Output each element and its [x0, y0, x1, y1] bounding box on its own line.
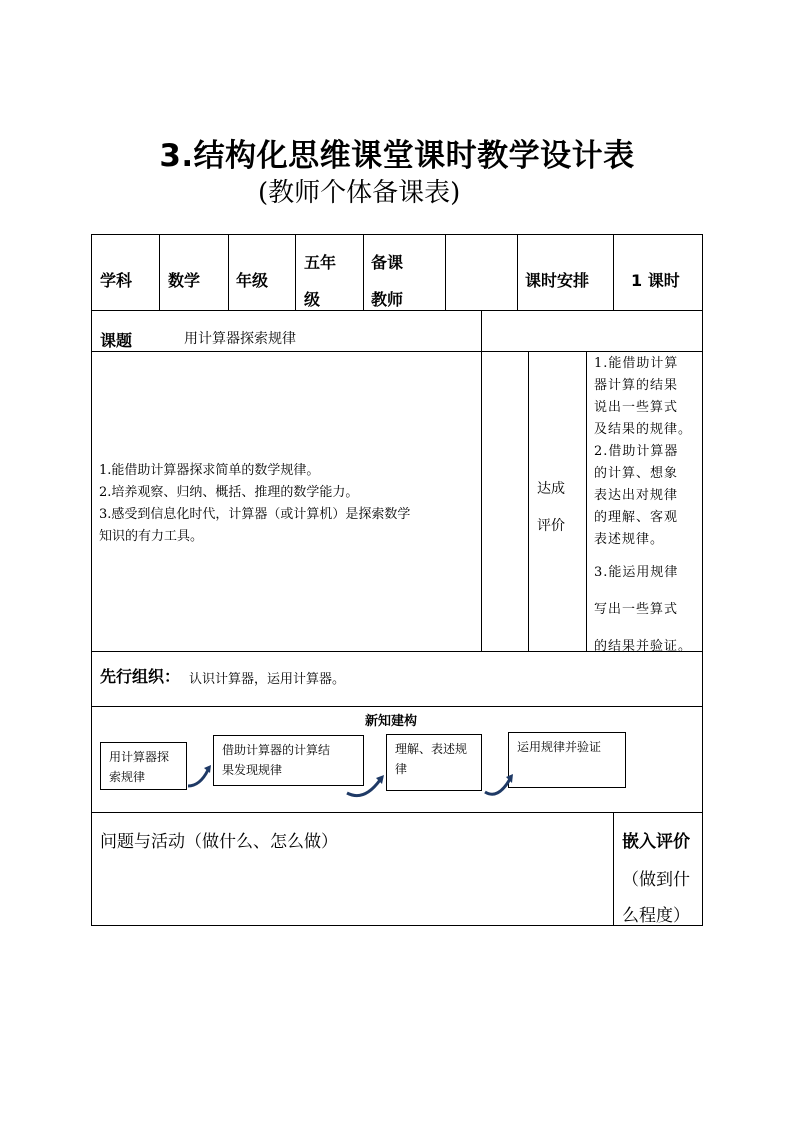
goal-item: 1.能借助计算器探求简单的数学规律。 — [99, 463, 320, 478]
activity-label: 问题与活动（做什么、怎么做） — [100, 832, 338, 852]
step-line: 用计算器探 — [109, 750, 170, 764]
teacher-label-line1: 备课 — [371, 253, 404, 272]
page-subtitle: (教师个体备课表) — [258, 178, 461, 208]
curved-arrow-icon — [186, 762, 216, 790]
step-line: 果发现规律 — [222, 763, 283, 777]
embedded-eval-label: 嵌入评价 — [622, 832, 690, 852]
assessment-line: 的理解、客观 — [594, 510, 679, 525]
step-line: 律 — [395, 762, 408, 776]
schedule-value: 1 课时 — [631, 271, 680, 290]
grade-label: 年级 — [236, 271, 269, 290]
assessment-items — [594, 353, 692, 551]
construct-step-4 — [508, 732, 626, 788]
assessment-line: 3.能运用规律 — [594, 565, 679, 580]
construct-step-1 — [100, 742, 187, 790]
construct-step-2 — [213, 735, 364, 786]
assessment-label-line1: 达成 — [537, 481, 565, 497]
topic-value: 用计算器探索规律 — [184, 331, 296, 347]
step-line: 理解、表述规 — [395, 742, 468, 756]
assessment-label-line2: 评价 — [537, 518, 565, 534]
assessment-line: 器计算的结果 — [594, 378, 679, 393]
step-line: 借助计算器的计算结 — [222, 743, 331, 757]
assessment-line: 的计算、想象 — [594, 466, 679, 481]
subject-value: 数学 — [168, 271, 201, 290]
page-title: 3.结构化思维课堂课时教学设计表 — [159, 138, 635, 174]
curved-arrow-icon — [344, 772, 388, 802]
curved-arrow-icon — [482, 772, 516, 800]
goal-item: 知识的有力工具。 — [99, 529, 204, 544]
goal-item: 2.培养观察、归纳、概括、推理的数学能力。 — [99, 485, 359, 500]
teacher-label-line2: 教师 — [371, 290, 404, 309]
subject-label: 学科 — [100, 271, 133, 290]
embedded-eval-note-line1: （做到什 — [622, 870, 690, 890]
grade-value-line2: 级 — [304, 290, 321, 309]
assessment-line: 1.能借助计算 — [594, 356, 679, 371]
goals-list — [99, 460, 479, 548]
assessment-line: 表达出对规律 — [594, 488, 679, 503]
assessment-line: 的结果并验证。 — [594, 639, 693, 654]
prior-value: 认识计算器，运用计算器。 — [189, 672, 346, 687]
goal-item: 3.感受到信息化时代，计算器（或计算机）是探索数学 — [99, 507, 411, 522]
schedule-label: 课时安排 — [525, 271, 590, 290]
assessment-line: 表述规律。 — [594, 532, 665, 547]
grade-value-line1: 五年 — [304, 253, 337, 272]
prior-label: 先行组织： — [100, 667, 181, 686]
assessment-line: 写出一些算式 — [594, 602, 679, 617]
assessment-line: 说出一些算式 — [594, 400, 679, 415]
step-line: 索规律 — [109, 770, 146, 784]
assessment-items-tail — [594, 554, 692, 665]
construct-title: 新知建构 — [365, 714, 418, 729]
embedded-eval-note-line2: 么程度） — [622, 906, 690, 926]
step-line: 运用规律并验证 — [517, 740, 602, 754]
topic-label: 课题 — [100, 331, 133, 350]
construct-step-3 — [386, 734, 482, 791]
assessment-line: 及结果的规律。 — [594, 422, 693, 437]
assessment-line: 2.借助计算器 — [594, 444, 679, 459]
